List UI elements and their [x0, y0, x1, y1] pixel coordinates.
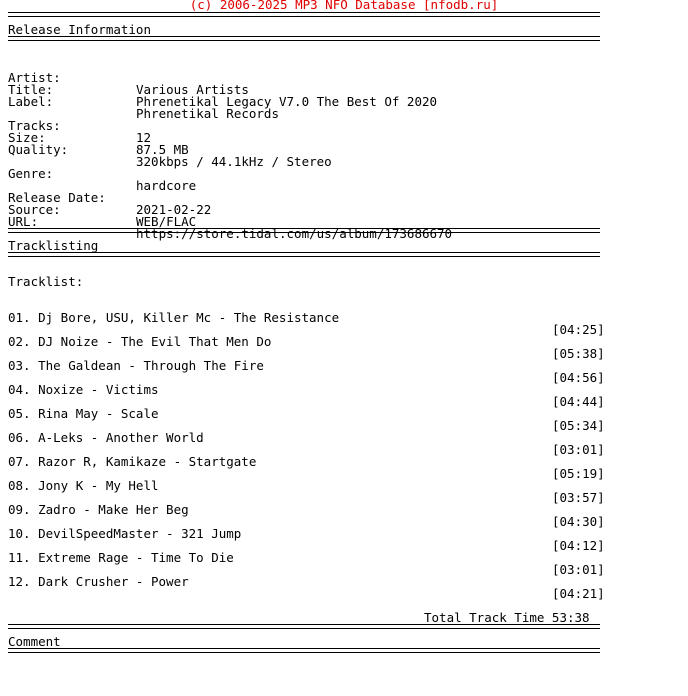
track-duration: [03:57] [552, 490, 605, 505]
info-value-size: 87.5 MB [136, 142, 189, 157]
track-row [8, 372, 608, 409]
info-key: Quality: [8, 142, 69, 157]
section-heading-comment: Comment [8, 634, 61, 649]
info-value-quality: 320kbps / 44.1kHz / Stereo [136, 154, 332, 169]
track-duration: [05:34] [552, 418, 605, 433]
track-title: 05. Rina May - Scale [8, 406, 159, 421]
track-duration: [04:21] [552, 586, 605, 601]
track-row [8, 540, 608, 577]
info-value-tracks: 12 [136, 130, 152, 145]
track-row [8, 492, 608, 529]
track-row [8, 444, 608, 481]
info-value-url: https://store.tidal.com/us/album/173686670 [136, 226, 453, 241]
track-title: 08. Jony K - My Hell [8, 478, 159, 493]
info-key: Label: [8, 94, 54, 109]
info-value-release-date: 2021-02-22 [136, 202, 212, 217]
track-title: 10. DevilSpeedMaster - 321 Jump [8, 526, 242, 541]
info-value-artist: Various Artists [136, 82, 249, 97]
info-key: Tracks: [8, 118, 61, 133]
total-track-time: Total Track Time 53:38 [424, 610, 590, 625]
info-key: Size: [8, 130, 46, 145]
divider [8, 648, 600, 653]
divider [8, 252, 600, 257]
track-row [8, 300, 608, 337]
track-duration: [03:01] [552, 442, 605, 457]
track-duration: [04:44] [552, 394, 605, 409]
info-value-label: Phrenetikal Records [136, 106, 279, 121]
track-row [8, 564, 608, 601]
info-value-title: Phrenetikal Legacy V7.0 The Best Of 2020 [136, 94, 438, 109]
track-title: 04. Noxize - Victims [8, 382, 159, 397]
info-key: Source: [8, 202, 61, 217]
info-value-source: WEB/FLAC [136, 214, 197, 229]
track-row [8, 348, 608, 385]
track-duration: [04:25] [552, 322, 605, 337]
total-track-time-row [8, 600, 608, 625]
divider [8, 36, 600, 41]
track-duration: [04:30] [552, 514, 605, 529]
info-key: Title: [8, 82, 54, 97]
track-duration: [05:19] [552, 466, 605, 481]
track-title: 06. A-Leks - Another World [8, 430, 204, 445]
track-title: 12. Dark Crusher - Power [8, 574, 189, 589]
track-duration: [04:56] [552, 370, 605, 385]
track-title: 01. Dj Bore, USU, Killer Mc - The Resistance [8, 310, 340, 325]
divider [8, 624, 600, 629]
track-duration: [03:01] [552, 562, 605, 577]
nfodb-credit-link[interactable]: (c) 2006-2025 MP3 NFO Database [nfodb.ru] [189, 0, 499, 12]
track-row [8, 324, 608, 361]
track-row [8, 420, 608, 457]
info-row-genre [8, 156, 608, 193]
info-key: Genre: [8, 166, 54, 181]
track-title: 11. Extreme Rage - Time To Die [8, 550, 234, 565]
track-duration: [04:12] [552, 538, 605, 553]
info-key: Artist: [8, 70, 61, 85]
section-heading-tracklisting: Tracklisting [8, 238, 99, 253]
divider [8, 12, 600, 17]
track-row [8, 468, 608, 505]
info-key: URL: [8, 214, 39, 229]
track-row [8, 396, 608, 433]
section-heading-release-information: Release Information [8, 22, 151, 37]
info-value-genre: hardcore [136, 178, 197, 193]
divider [8, 228, 600, 233]
tracklist-heading: Tracklist: [8, 274, 84, 289]
track-title: 09. Zadro - Make Her Beg [8, 502, 189, 517]
info-key: Release Date: [8, 190, 106, 205]
track-title: 03. The Galdean - Through The Fire [8, 358, 264, 373]
track-duration: [05:38] [552, 346, 605, 361]
track-row [8, 516, 608, 553]
track-title: 02. DJ Noize - The Evil That Men Do [8, 334, 272, 349]
track-title: 07. Razor R, Kamikaze - Startgate [8, 454, 257, 469]
